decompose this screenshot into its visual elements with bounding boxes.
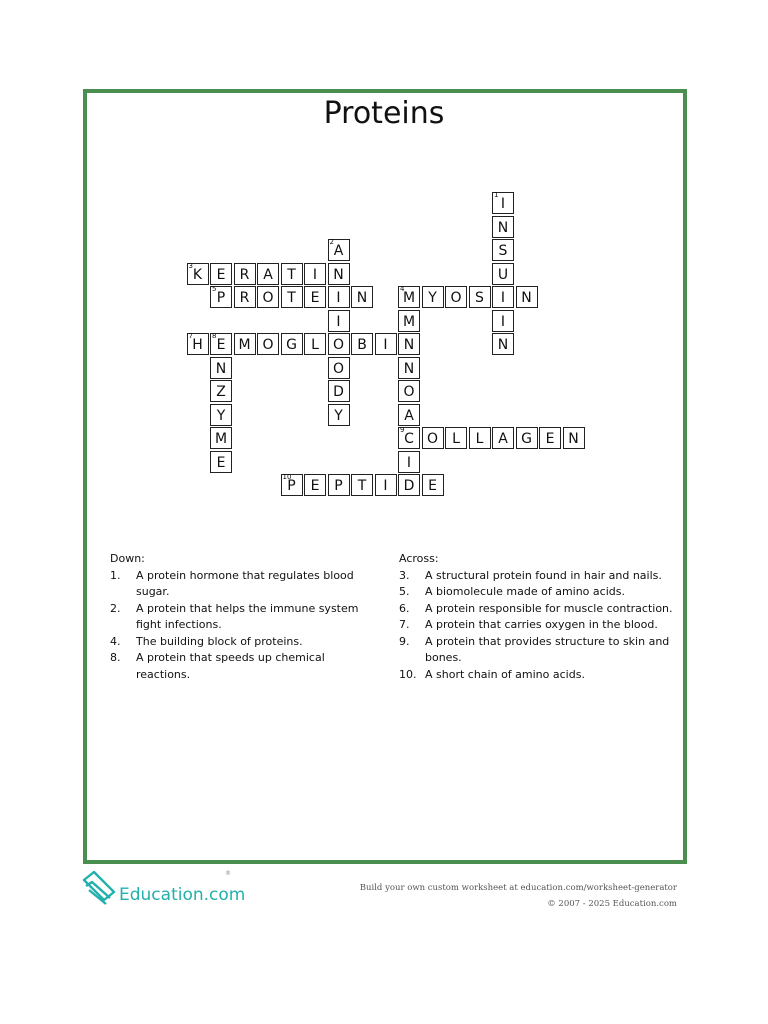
cell-letter: E — [545, 431, 555, 447]
cell-letter: D — [333, 384, 344, 400]
cell-letter: S — [498, 243, 508, 259]
crossword-cell — [516, 286, 538, 308]
crossword-cell — [328, 286, 350, 308]
crossword-cell — [492, 216, 514, 238]
cell-letter: I — [336, 290, 341, 306]
cell-letter: I — [500, 313, 506, 330]
crossword-cell — [492, 286, 514, 308]
cell-letter: N — [403, 360, 415, 377]
crossword-cell — [187, 263, 209, 285]
cell-letter: M — [402, 313, 416, 330]
cell-letter: R — [239, 266, 250, 283]
brand-name: Education.com — [119, 885, 246, 905]
crossword-cell — [539, 427, 561, 449]
crossword-cell — [257, 333, 279, 355]
cell-letter: P — [334, 478, 343, 494]
cell-letter: P — [216, 290, 226, 306]
cell-letter: A — [333, 243, 344, 259]
cell-letter: M — [238, 337, 251, 353]
crossword-cell — [492, 239, 514, 261]
crossword-cell — [328, 239, 350, 261]
across-heading: Across: — [399, 552, 439, 565]
crossword-cell — [375, 474, 397, 496]
crossword-cell — [422, 474, 444, 496]
crossword-cell — [375, 333, 397, 355]
crossword-cell — [422, 427, 444, 449]
cell-letter: O — [450, 290, 462, 306]
cell-letter: O — [262, 290, 274, 306]
crossword-cell — [257, 263, 279, 285]
crossword-cell — [492, 192, 514, 214]
clue-item: 10. A short chain of amino acids. — [399, 667, 585, 681]
crossword-cell — [398, 451, 420, 473]
cell-letter: L — [311, 337, 319, 353]
crossword-cell — [328, 474, 350, 496]
cell-letter: N — [521, 290, 532, 306]
cell-letter: T — [357, 478, 367, 494]
cell-letter: O — [262, 337, 274, 353]
cell-letter: L — [475, 431, 484, 447]
crossword-cell — [304, 263, 326, 285]
cell-letter: A — [263, 266, 273, 283]
clue-item: 9. A protein that provides structure to skin and bones. — [399, 634, 670, 664]
cell-letter: D — [403, 478, 415, 494]
crossword-cell — [398, 380, 420, 402]
crossword-cell — [210, 451, 232, 473]
cell-letter: T — [287, 266, 296, 283]
crossword-cell — [328, 333, 350, 355]
cell-letter: B — [357, 337, 367, 353]
clue-item: 4. The building block of proteins. — [110, 634, 303, 648]
cell-letter: N — [497, 219, 509, 236]
cell-letter: O — [403, 384, 415, 400]
cell-letter: P — [287, 478, 296, 494]
cell-letter: R — [239, 290, 250, 306]
crossword-cell — [257, 286, 279, 308]
cell-letter: K — [192, 266, 203, 283]
across-clues — [399, 551, 679, 683]
crossword-cell — [234, 286, 256, 308]
cell-letter: C — [404, 431, 414, 447]
cell-letter: E — [216, 337, 226, 353]
cell-letter: E — [428, 478, 437, 494]
crossword-cell — [398, 427, 420, 449]
crossword-cell — [210, 357, 232, 379]
cell-letter: E — [216, 266, 226, 283]
cell-letter: I — [500, 290, 506, 306]
crossword-cell — [398, 310, 420, 332]
cell-letter: A — [404, 407, 414, 424]
cell-letter: E — [310, 290, 320, 306]
crossword-cell — [328, 263, 350, 285]
crossword-cell — [398, 333, 420, 355]
clue-item: 8. A protein that speeds up chemical reactions. — [110, 651, 325, 681]
clue-item: 6. A protein responsible for muscle contraction. — [399, 601, 673, 615]
crossword-cell — [304, 474, 326, 496]
cell-letter: Y — [216, 407, 226, 424]
cell-letter: A — [498, 431, 508, 447]
crossword-cell — [187, 333, 209, 355]
crossword-cell — [469, 427, 491, 449]
cell-letter: S — [475, 290, 484, 306]
cell-letter: I — [312, 266, 318, 283]
cell-letter: E — [310, 478, 320, 494]
crossword-cell — [445, 427, 467, 449]
clue-number: 3 — [188, 261, 193, 270]
crossword-cell — [351, 474, 373, 496]
clue-number: 1 — [494, 191, 499, 199]
clue-number: 4 — [400, 285, 405, 293]
crossword-cell — [281, 333, 303, 355]
footer-link-text: Build your own custom worksheet at education.com/worksheet-generator — [359, 883, 677, 893]
cell-letter: I — [406, 454, 412, 471]
crossword-cell — [281, 263, 303, 285]
clue-number: 5 — [212, 285, 217, 293]
registered-mark: ® — [225, 870, 231, 877]
clue-item: 1. A protein hormone that regulates blood sugar. — [110, 568, 354, 598]
crossword-cell — [210, 263, 232, 285]
cell-letter: E — [216, 454, 226, 471]
cell-letter: L — [452, 431, 460, 447]
cell-letter: G — [521, 431, 532, 447]
cell-letter: I — [383, 478, 388, 494]
down-clues — [110, 551, 380, 683]
crossword-cell — [328, 310, 350, 332]
cell-letter: O — [426, 431, 439, 447]
crossword-cell — [492, 333, 514, 355]
cell-letter: N — [403, 337, 415, 353]
cell-letter: T — [287, 290, 296, 306]
cell-letter: H — [192, 337, 203, 353]
crossword-cell — [304, 286, 326, 308]
crossword-cell — [210, 380, 232, 402]
clue-item: 5. A biomolecule made of amino acids. — [399, 585, 625, 598]
crossword-cell — [328, 380, 350, 402]
crossword-cell — [398, 404, 420, 426]
crossword-cell — [492, 263, 514, 285]
crossword-cell — [328, 357, 350, 379]
cell-letter: M — [402, 290, 416, 306]
clue-item: 3. A structural protein found in hair and nails. — [399, 568, 662, 582]
clue-number: 8 — [212, 332, 217, 340]
cell-letter: M — [214, 431, 228, 447]
clue-item: 7. A protein that carries oxygen in the blood. — [399, 618, 658, 631]
crossword-cell — [210, 333, 232, 355]
crossword-cell — [563, 427, 585, 449]
crossword-cell — [351, 333, 373, 355]
crossword-cell — [492, 427, 514, 449]
footer-copyright: © 2007 - 2025 Education.com — [547, 899, 677, 909]
clue-item: 2. A protein that helps the immune system fight infections. — [110, 601, 359, 631]
cell-letter: O — [332, 337, 345, 353]
cell-letter: N — [333, 266, 344, 283]
down-heading: Down: — [110, 552, 145, 565]
crossword-cell — [351, 286, 373, 308]
cell-letter: Y — [428, 290, 437, 306]
cell-letter: G — [286, 337, 297, 353]
cell-letter: N — [497, 337, 509, 353]
crossword-cell — [210, 286, 232, 308]
crossword-cell — [304, 333, 326, 355]
cell-letter: N — [215, 360, 227, 377]
crossword-cell — [234, 263, 256, 285]
crossword-cell — [234, 333, 256, 355]
cell-letter: I — [383, 337, 388, 353]
cell-letter: I — [500, 196, 506, 212]
crossword-cell — [210, 404, 232, 426]
cell-letter: I — [336, 313, 341, 330]
clue-number: 7 — [188, 332, 193, 340]
clue-number: 2 — [329, 238, 334, 246]
crossword-cell — [422, 286, 444, 308]
crossword-cell — [210, 427, 232, 449]
crossword-cell — [492, 310, 514, 332]
cell-letter: Y — [334, 407, 343, 424]
cell-letter: Z — [216, 384, 226, 400]
crossword-cell — [516, 427, 538, 449]
clue-number: 10 — [282, 473, 292, 481]
crossword-cell — [398, 474, 420, 496]
cell-letter: U — [497, 266, 509, 283]
crossword-cell — [398, 286, 420, 308]
crossword-cell — [281, 474, 303, 496]
cell-letter: O — [332, 360, 345, 377]
page-title: Proteins — [323, 96, 445, 131]
crossword-cell — [328, 404, 350, 426]
crossword-cell — [281, 286, 303, 308]
cell-letter: N — [568, 431, 579, 447]
cell-letter: N — [356, 290, 368, 306]
clue-number: 9 — [400, 426, 405, 434]
crossword-cell — [469, 286, 491, 308]
crossword-cell — [398, 357, 420, 379]
crossword-cell — [445, 286, 467, 308]
